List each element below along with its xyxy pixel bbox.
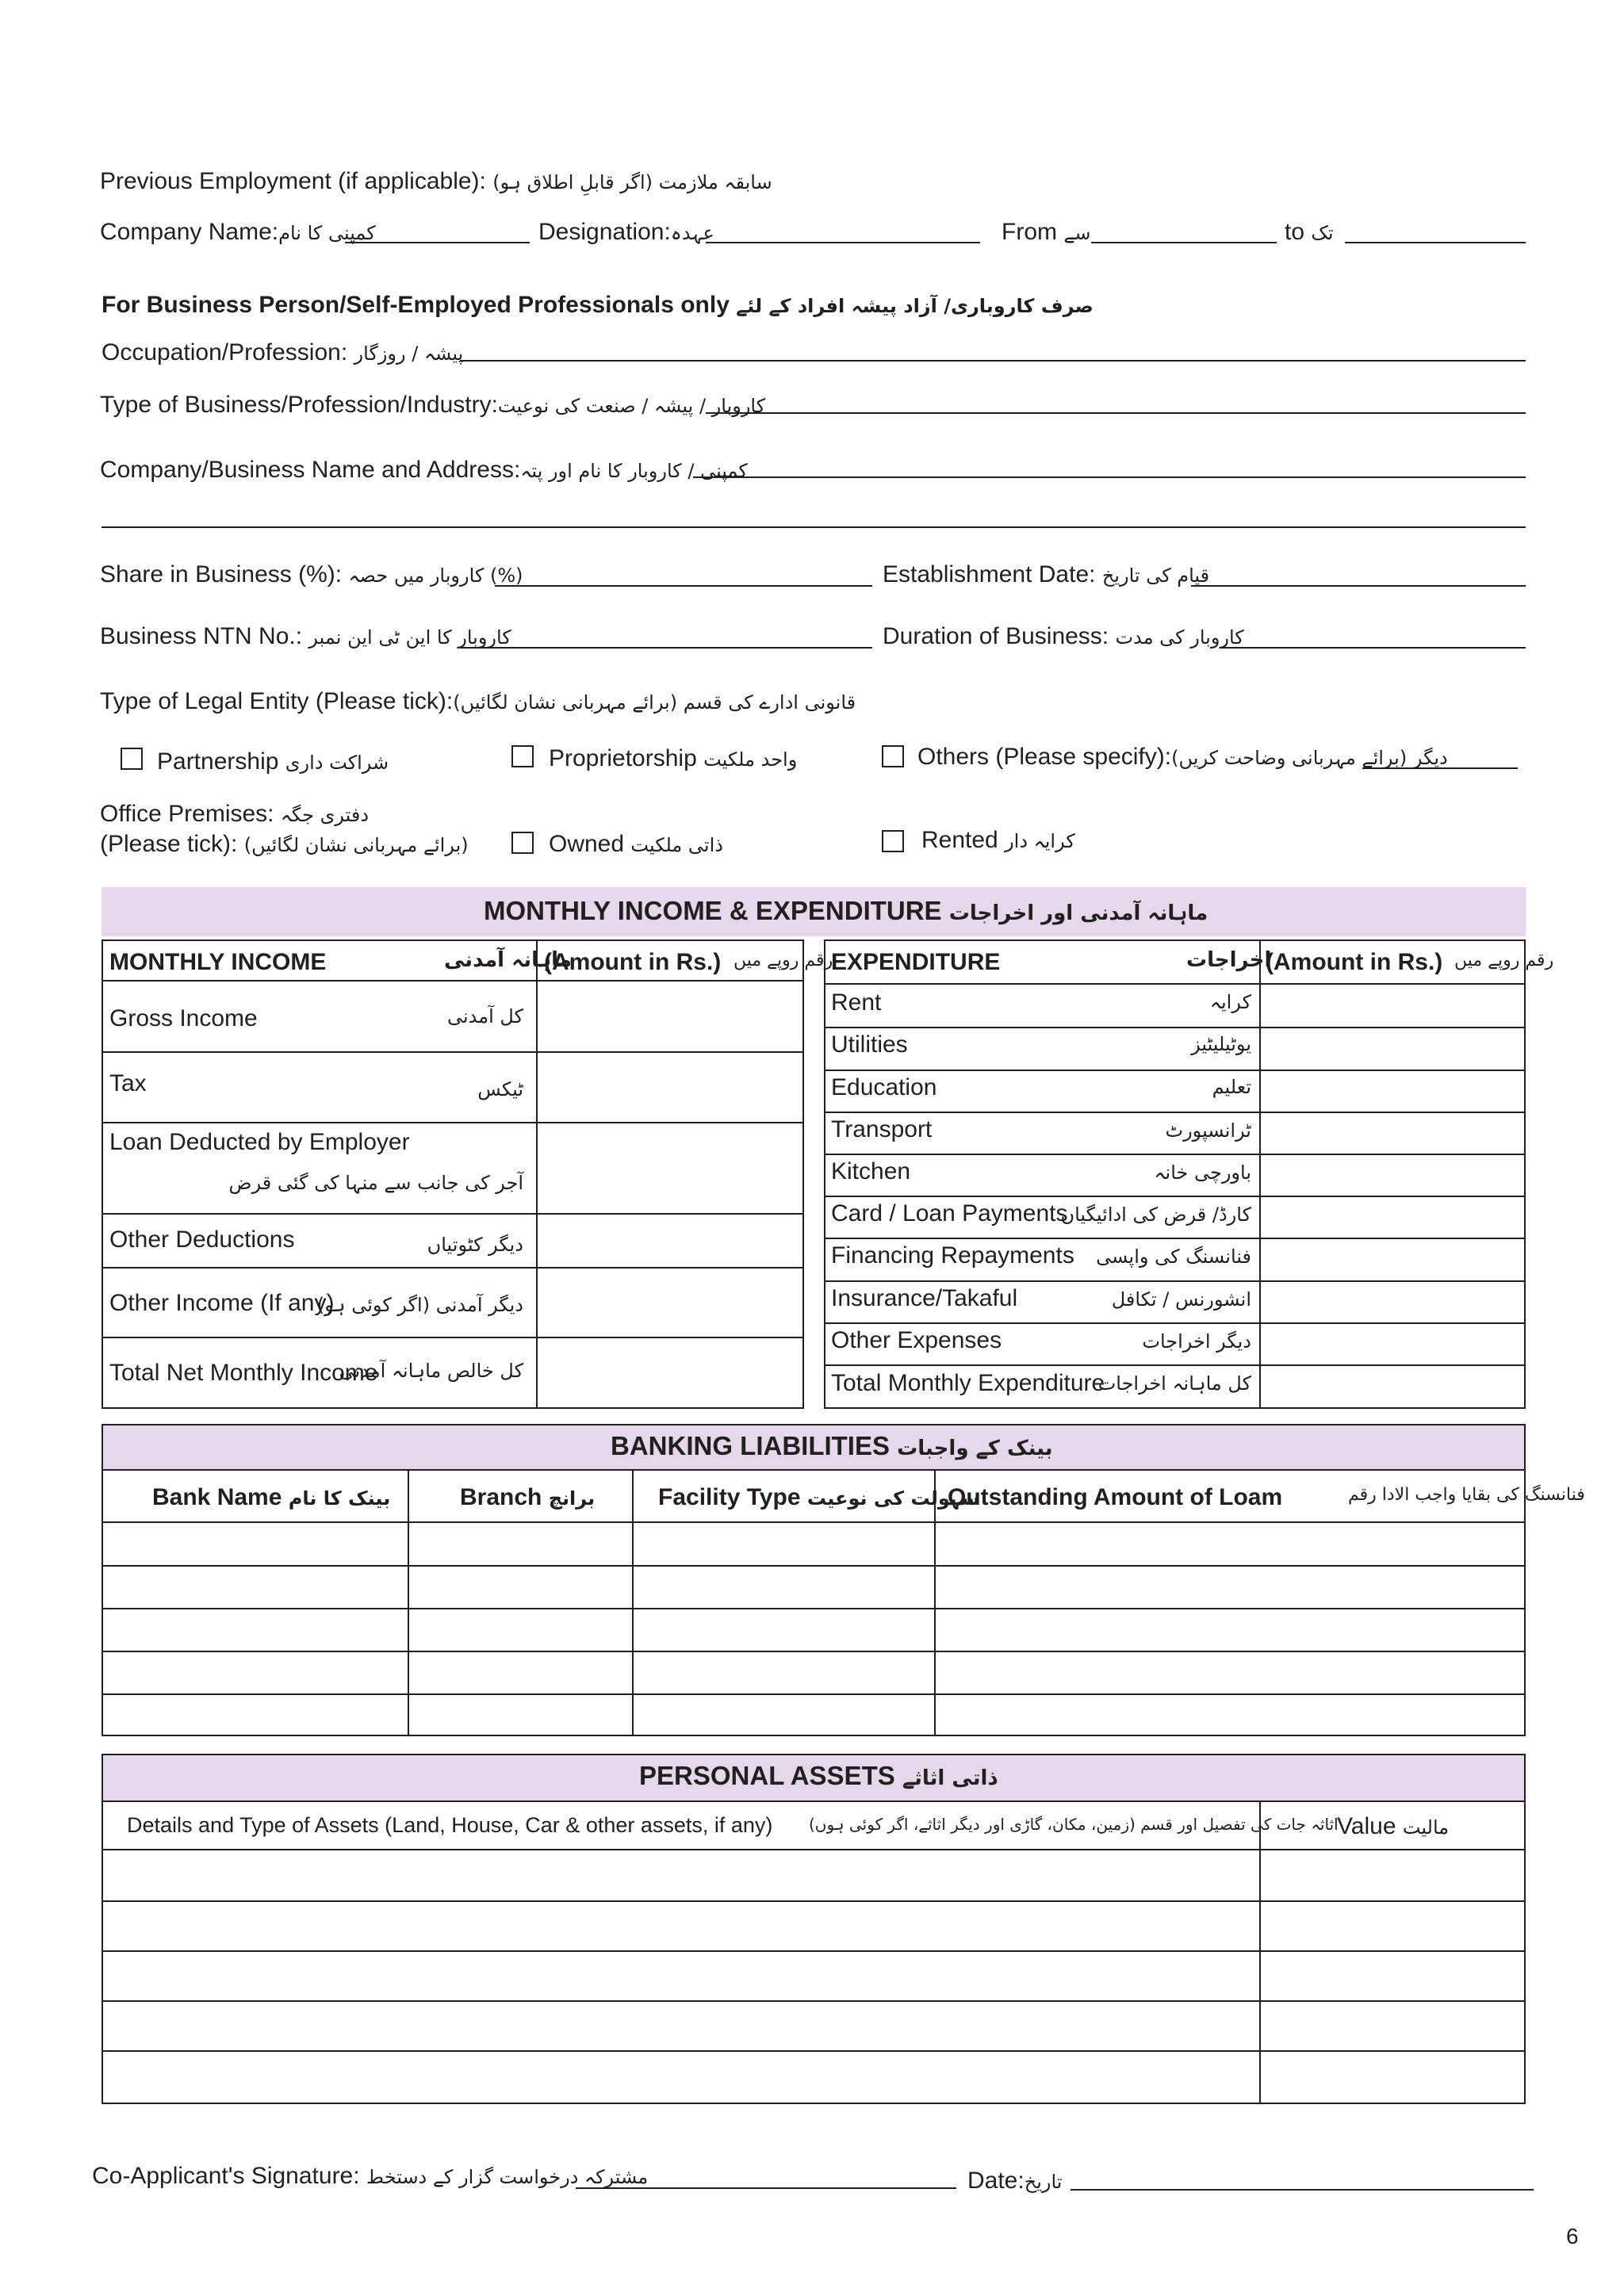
business-ntn-field[interactable] — [460, 647, 872, 649]
office-premises-text: Office Premises: — [100, 801, 274, 827]
branch-col-ur: برانچ — [548, 1487, 596, 1510]
business-heading-text-ur: صرف کاروباری/ آزاد پیشہ افراد کے لئے — [736, 295, 1094, 317]
income-expenditure-title-text: MONTHLY INCOME & EXPENDITURE — [484, 896, 942, 925]
business-ntn-label — [100, 625, 511, 649]
others-specify-field[interactable] — [1362, 767, 1518, 769]
to-text-ur: تک — [1311, 222, 1334, 244]
signature-text-ur: مشترکہ درخواست گزار کے دستخط — [366, 2166, 649, 2188]
income-row-label-ur: دیگر کٹوتیاں — [427, 1234, 523, 1256]
business-section-heading — [102, 293, 1094, 317]
company-name-field[interactable] — [345, 242, 530, 243]
business-duration-text-ur: کاروبار کی مدت — [1115, 626, 1244, 649]
date-text-ur: تاریخ — [1024, 2171, 1063, 2193]
asset-value-col-ur: مالیت — [1402, 1816, 1450, 1839]
personal-asset-row[interactable] — [105, 2002, 1522, 2049]
personal-assets-title-text: PERSONAL ASSETS — [639, 1761, 895, 1790]
financing-repayments-amount[interactable] — [1262, 1241, 1522, 1279]
previous-employment-heading — [100, 170, 772, 193]
insurance-takaful-amount[interactable] — [1262, 1284, 1522, 1321]
banking-liability-row[interactable] — [105, 1567, 1522, 1606]
please-tick-text: (Please tick): — [100, 831, 238, 857]
establishment-date-text: Establishment Date: — [883, 561, 1096, 587]
expenditure-row-label-ur: فنانسنگ کی واپسی — [1096, 1246, 1251, 1268]
expenditure-row-divider — [824, 1196, 1526, 1197]
total-net-income-amount[interactable] — [539, 1340, 801, 1406]
business-name-address-text-ur: کمپنی / کاروبار کا نام اور پتہ — [520, 460, 748, 482]
expenditure-row-label: Card / Loan Payments — [831, 1200, 1068, 1226]
rented-checkbox[interactable] — [882, 830, 904, 852]
company-name-text-ur: کمپنی کا نام — [278, 222, 376, 244]
business-type-label — [100, 393, 765, 417]
income-row-divider — [102, 1122, 804, 1123]
from-label — [1002, 220, 1091, 244]
business-type-text-ur: کاروبار / پیشہ / صنعت کی نوعیت — [497, 395, 766, 417]
income-row-label: Gross Income — [109, 1005, 258, 1031]
rent-amount[interactable] — [1262, 986, 1522, 1025]
business-ntn-text: Business NTN No.: — [100, 623, 303, 649]
proprietorship-checkbox[interactable] — [511, 745, 534, 767]
expenditure-row-divider — [824, 1364, 1526, 1366]
occupation-text: Occupation/Profession: — [102, 339, 348, 365]
establishment-date-field[interactable] — [1191, 585, 1526, 587]
loan-deducted-amount[interactable] — [539, 1125, 801, 1211]
others-label — [917, 745, 1448, 769]
please-tick-text-ur: (برائے مہربانی نشان لگائیں) — [243, 834, 469, 856]
utilities-amount[interactable] — [1262, 1030, 1522, 1068]
personal-asset-row[interactable] — [105, 1952, 1522, 1999]
facility-type-col-text: Facility Type — [658, 1484, 801, 1510]
expenditure-amount-divider — [1259, 939, 1261, 1409]
gross-income-amount[interactable] — [539, 983, 801, 1050]
previous-employment-label-ur: سابقہ ملازمت (اگر قابلِ اطلاق ہو) — [492, 171, 772, 193]
banking-liability-row[interactable] — [105, 1695, 1522, 1735]
business-type-field[interactable] — [706, 412, 1526, 414]
kitchen-amount[interactable] — [1262, 1157, 1522, 1194]
card-loan-payments-amount[interactable] — [1262, 1199, 1522, 1236]
expenditure-row-label-ur: دیگر اخراجات — [1142, 1330, 1251, 1353]
legal-entity-label — [100, 690, 856, 714]
banking-liability-row[interactable] — [105, 1609, 1522, 1649]
proprietorship-text-ur: واحد ملکیت — [703, 748, 798, 771]
expenditure-row-label: Rent — [831, 989, 882, 1016]
occupation-text-ur: پیشہ / روزگار — [354, 342, 464, 365]
others-text: Others (Please specify): — [917, 744, 1172, 770]
signature-date-field[interactable] — [1071, 2189, 1534, 2191]
office-premises-label — [100, 802, 369, 826]
expenditure-row-label-ur: کرایہ — [1209, 991, 1251, 1013]
income-amount-divider — [536, 939, 538, 1409]
from-text-ur: سے — [1063, 222, 1091, 244]
expenditure-header: EXPENDITURE — [831, 949, 1001, 975]
signature-text: Co-Applicant's Signature: — [92, 2163, 360, 2189]
expenditure-row-label-ur: انشورنس / تکافل — [1111, 1288, 1251, 1311]
income-row-divider — [102, 1051, 804, 1053]
expenditure-row-divider — [824, 1322, 1526, 1324]
expenditure-amount-header: (Amount in Rs.) — [1266, 949, 1443, 975]
partnership-checkbox[interactable] — [121, 748, 143, 770]
income-row-label-ur: ٹیکس — [477, 1078, 523, 1100]
income-row-label-ur: کل خالص ماہانہ آمدنی — [339, 1360, 523, 1382]
bank-name-col-text: Bank Name — [152, 1484, 282, 1510]
business-share-field[interactable] — [495, 585, 872, 587]
expenditure-row-label: Transport — [831, 1116, 933, 1142]
partnership-text: Partnership — [157, 748, 279, 775]
expenditure-row-label-ur: تعلیم — [1212, 1076, 1251, 1098]
other-income-amount[interactable] — [539, 1270, 801, 1335]
income-amount-header-ur: رقم روپے میں — [733, 951, 833, 970]
legal-entity-text: Type of Legal Entity (Please tick): — [100, 688, 454, 714]
outstanding-amount-column-header: Outstanding Amount of Loam — [948, 1484, 1283, 1510]
expenditure-row-label: Other Expenses — [831, 1327, 1002, 1353]
expenditure-row-divider — [824, 983, 1526, 985]
business-name-address-label — [100, 458, 748, 482]
other-deductions-amount[interactable] — [539, 1216, 801, 1265]
other-expenses-amount[interactable] — [1262, 1326, 1522, 1363]
total-expenditure-amount[interactable] — [1262, 1368, 1522, 1407]
facility-type-column-header — [658, 1484, 980, 1511]
business-type-text: Type of Business/Profession/Industry: — [100, 392, 498, 418]
asset-details-column-header-ur: اثاثہ جات کی تفصیل اور قسم (زمین، مکان، گاڑی اور دیگر اثاثے، اگر کوئی ہوں) — [809, 1815, 1339, 1834]
outstanding-amount-column-header-ur: فنانسنگ کی بقایا واجب الادا رقم — [1348, 1485, 1585, 1505]
co-applicant-signature-field[interactable] — [576, 2187, 956, 2189]
asset-details-column-header: Details and Type of Assets (Land, House, Car & other assets, if any) — [127, 1813, 773, 1837]
expenditure-amount-header-ur: رقم روپے میں — [1454, 951, 1554, 970]
others-checkbox[interactable] — [882, 745, 904, 767]
expenditure-row-label-ur: یوٹیلیٹیز — [1191, 1033, 1251, 1055]
income-row-label: Loan Deducted by Employer — [109, 1129, 410, 1155]
income-row-label-ur: آجر کی جانب سے منہا کی گئی قرض — [228, 1172, 523, 1194]
rented-text-ur: کرایہ دار — [1005, 830, 1075, 852]
expenditure-row-label-ur: کل ماہانہ اخراجات — [1097, 1372, 1251, 1395]
business-share-text-ur: (%) کاروبار میں حصہ — [348, 564, 523, 587]
rented-text: Rented — [921, 827, 998, 853]
owned-text-ur: ذاتی ملکیت — [630, 834, 723, 856]
business-duration-field[interactable] — [1220, 647, 1526, 649]
co-applicant-signature-label — [92, 2164, 648, 2188]
banking-header-divider — [102, 1469, 1526, 1471]
monthly-income-header: MONTHLY INCOME — [109, 949, 327, 975]
expenditure-header-ur: اخراجات — [1186, 948, 1272, 972]
designation-text: Designation: — [538, 219, 671, 245]
bank-name-col-ur: بینک کا نام — [288, 1487, 391, 1510]
expenditure-row-label-ur: ٹرانسپورٹ — [1165, 1119, 1251, 1142]
to-date-field[interactable] — [1345, 242, 1526, 243]
occupation-field[interactable] — [460, 360, 1526, 362]
establishment-date-label — [883, 563, 1209, 587]
income-row-divider — [102, 1213, 804, 1215]
income-row-divider — [102, 1267, 804, 1269]
rented-label — [921, 828, 1075, 852]
income-row-label-ur: دیگر آمدنی (اگر کوئی ہو) — [316, 1294, 523, 1316]
expenditure-row-divider — [824, 1070, 1526, 1071]
expenditure-row-label: Kitchen — [831, 1158, 911, 1184]
partnership-label — [157, 750, 389, 774]
expenditure-row-label: Total Monthly Expenditure — [831, 1370, 1105, 1396]
personal-assets-title — [639, 1761, 998, 1791]
company-name-label — [100, 220, 376, 244]
banking-liability-row[interactable] — [105, 1523, 1522, 1563]
designation-label — [538, 220, 714, 244]
personal-assets-title-ur: ذاتی اثاثے — [902, 1766, 998, 1790]
expenditure-row-divider — [824, 1238, 1526, 1239]
banking-title-text: BANKING LIABILITIES — [611, 1431, 890, 1460]
expenditure-row-divider — [824, 1027, 1526, 1028]
income-row-label-ur: کل آمدنی — [446, 1005, 523, 1027]
asset-value-col-text: Value — [1337, 1813, 1396, 1839]
banking-liability-row[interactable] — [105, 1652, 1522, 1692]
expenditure-row-label: Financing Repayments — [831, 1242, 1074, 1269]
business-ntn-text-ur: کاروبار کا این ٹی این نمبر — [308, 626, 511, 649]
personal-asset-row[interactable] — [105, 2052, 1522, 2102]
partnership-text-ur: شراکت داری — [285, 752, 389, 774]
expenditure-row-label: Insurance/Takaful — [831, 1285, 1018, 1311]
occupation-label — [102, 341, 463, 365]
to-label — [1285, 220, 1334, 244]
signature-date-label — [967, 2169, 1062, 2193]
income-expenditure-title-ur: ماہانہ آمدنی اور اخراجات — [948, 901, 1208, 925]
establishment-date-text-ur: قیام کی تاریخ — [1101, 564, 1210, 587]
expenditure-row-label-ur: کارڈ/ قرض کی ادائیگیاں — [1060, 1203, 1251, 1226]
office-premises-text-ur: دفتری جگہ — [280, 804, 370, 826]
personal-asset-row[interactable] — [105, 1850, 1522, 1899]
expenditure-row-divider — [824, 1154, 1526, 1155]
from-date-field[interactable] — [1091, 242, 1277, 243]
expenditure-row-label: Education — [831, 1074, 937, 1100]
income-expenditure-title — [484, 896, 1208, 926]
previous-employment-label: Previous Employment (if applicable): — [100, 168, 486, 194]
date-text: Date: — [967, 2168, 1025, 2194]
to-text: to — [1285, 219, 1305, 245]
income-row-divider — [102, 1337, 804, 1338]
business-heading-text: For Business Person/Self-Employed Professionals only — [102, 292, 730, 318]
education-amount[interactable] — [1262, 1073, 1522, 1110]
business-share-text: Share in Business (%): — [100, 561, 343, 587]
transport-amount[interactable] — [1262, 1115, 1522, 1152]
expenditure-row-divider — [824, 1280, 1526, 1282]
proprietorship-text: Proprietorship — [549, 745, 697, 771]
income-row-divider — [102, 980, 804, 982]
business-name-address-text: Company/Business Name and Address: — [100, 457, 521, 483]
expenditure-row-label: Utilities — [831, 1031, 908, 1058]
income-row-label: Other Income (If any) — [109, 1290, 335, 1316]
income-amount-header: (Amount in Rs.) — [544, 949, 722, 975]
owned-checkbox[interactable] — [511, 832, 534, 854]
expenditure-row-label-ur: باورچی خانہ — [1154, 1161, 1251, 1184]
business-duration-label — [883, 625, 1244, 649]
tax-amount[interactable] — [539, 1054, 801, 1120]
business-address-line-2[interactable] — [102, 526, 1526, 528]
owned-text: Owned — [549, 831, 625, 857]
designation-text-ur: عہدہ — [670, 222, 714, 244]
office-premises-tick-label — [100, 832, 469, 856]
branch-column-header — [460, 1484, 595, 1511]
proprietorship-label — [549, 747, 797, 771]
company-name-text: Company Name: — [100, 219, 279, 245]
legal-entity-text-ur: قانونی ادارے کی قسم (برائے مہربانی نشان لگائیں) — [453, 691, 856, 714]
branch-col-text: Branch — [460, 1484, 542, 1510]
expenditure-row-divider — [824, 1112, 1526, 1113]
income-row-label: Tax — [109, 1070, 147, 1096]
income-row-label: Other Deductions — [109, 1226, 295, 1253]
banking-title-ur: بینک کے واجبات — [897, 1437, 1053, 1460]
owned-label — [549, 832, 723, 856]
asset-value-column-header — [1337, 1815, 1449, 1839]
business-share-label — [100, 563, 523, 587]
monthly-income-header-ur: ماہانہ آمدنی — [444, 948, 573, 972]
banking-liabilities-title — [611, 1431, 1053, 1461]
others-text-ur: دیگر (برائے مہربانی وضاحت کریں) — [1171, 747, 1448, 769]
page-number: 6 — [1566, 2224, 1579, 2248]
business-duration-text: Duration of Business: — [883, 623, 1109, 649]
from-text: From — [1002, 219, 1057, 245]
personal-asset-row[interactable] — [105, 1902, 1522, 1949]
designation-field[interactable] — [706, 242, 980, 243]
facility-type-col-ur: سہولت کی نوعیت — [806, 1487, 980, 1510]
business-name-address-field[interactable] — [693, 476, 1526, 478]
income-row-label: Total Net Monthly Income — [109, 1360, 378, 1386]
assets-header-divider — [102, 1800, 1526, 1802]
bank-name-column-header — [152, 1484, 390, 1511]
